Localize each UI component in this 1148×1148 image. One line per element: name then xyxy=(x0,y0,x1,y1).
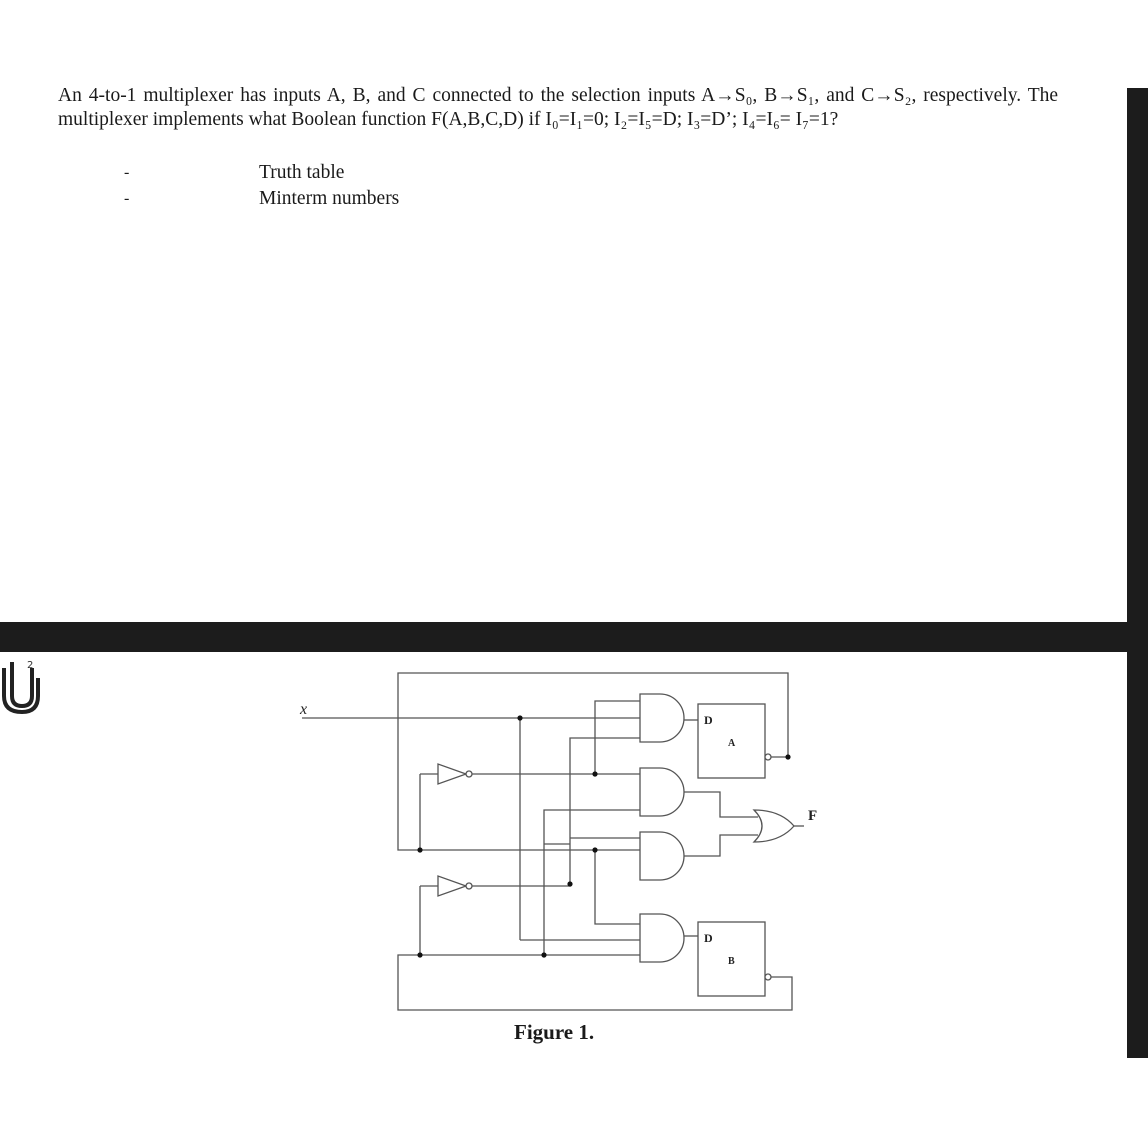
junction-dot xyxy=(417,847,422,852)
paperclip-icon[interactable] xyxy=(0,658,40,714)
flipflop-b-d-label: D xyxy=(704,931,713,945)
wire-a-and4 xyxy=(595,850,640,924)
junction-dot xyxy=(567,881,572,886)
wire-and2-out xyxy=(682,792,758,817)
question-line-1: An 4-to-1 multiplexer has inputs A, B, and C connected to the selection inputs A→S₀, B→S₁, and C→S₂, xyxy=(58,85,917,106)
sequential-circuit-diagram xyxy=(280,664,840,1024)
and-gate-3 xyxy=(640,832,684,880)
junction-dot xyxy=(592,771,597,776)
and-gate-1 xyxy=(640,694,684,742)
inverter-1-bubble xyxy=(466,771,472,777)
figure-caption: Figure 1. xyxy=(514,1020,595,1044)
page-divider-vertical xyxy=(1127,88,1148,1058)
and-gate-2 xyxy=(640,768,684,816)
inverter-2 xyxy=(438,876,466,896)
list-item xyxy=(0,160,399,186)
requirements-list xyxy=(0,160,399,212)
junction-dot xyxy=(592,847,597,852)
input-x-label: x xyxy=(300,701,308,718)
wire-and3-out xyxy=(682,835,758,856)
flipflop-b-name: B xyxy=(728,956,735,967)
bullet-marker: - xyxy=(124,164,130,181)
wire-inv2-out xyxy=(470,738,640,886)
inverter-2-bubble xyxy=(466,883,472,889)
clip-number: 2 xyxy=(27,660,34,671)
or-gate xyxy=(754,810,794,842)
flipflop-a-bubble xyxy=(765,754,771,760)
junction-dot xyxy=(541,952,546,957)
junction-dot xyxy=(785,754,790,759)
inverter-1 xyxy=(438,764,466,784)
bullet-text: Truth table xyxy=(259,162,345,183)
and-gate-4 xyxy=(640,914,684,962)
flipflop-b-bubble xyxy=(765,974,771,980)
junction-dot xyxy=(417,952,422,957)
question-line-3: I₇=1? xyxy=(795,109,839,130)
junction-dot xyxy=(517,715,522,720)
question-line-2: respectively. The multiplexer implements what Boolean function F(A,B,C,D) if I₀=I₁=0; I₂=I₅=D; I₃=D’; I₄=I₆= xyxy=(58,85,1059,130)
output-f-label: F xyxy=(808,808,818,824)
page-divider-horizontal xyxy=(0,622,1148,652)
question-text xyxy=(58,84,1058,132)
wire-b-and2 xyxy=(544,810,640,955)
bullet-text: Minterm numbers xyxy=(259,188,400,209)
flipflop-a-d-label: D xyxy=(704,713,713,727)
bullet-marker: - xyxy=(124,190,130,207)
list-item xyxy=(0,186,399,212)
flipflop-a-name: A xyxy=(728,738,736,749)
